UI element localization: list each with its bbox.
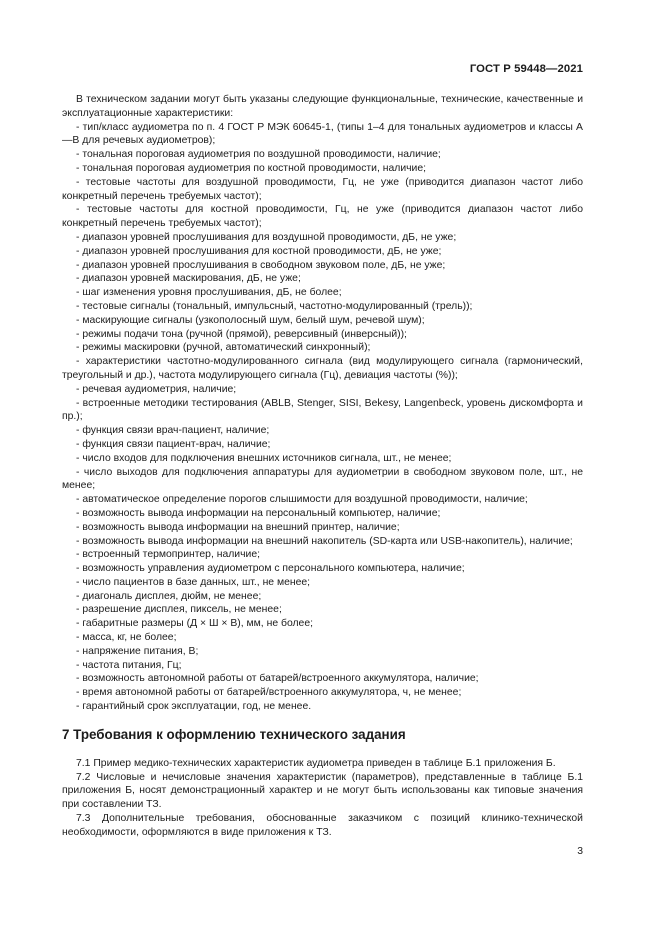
intro-paragraph: В техническом задании могут быть указаны следующие функциональные, технические, качественные и эксплуатационные характеристики:: [62, 94, 583, 119]
list-item: - встроенные методики тестирования (ABLB, Stenger, SISI, Bekesy, Langenbeck, уровень дискомфорта и пр.);: [62, 397, 583, 423]
list-item: - возможность автономной работы от батарей/встроенного аккумулятора, наличие;: [76, 673, 479, 685]
list-item: - число входов для подключения внешних источников сигнала, шт., не менее;: [76, 452, 452, 464]
list-item: - напряжение питания, В;: [76, 645, 199, 657]
list-item: - речевая аудиометрия, наличие;: [76, 383, 237, 395]
list-item: - возможность вывода информации на персональный компьютер, наличие;: [76, 507, 441, 519]
list-item: - диапазон уровней прослушивания для воздушной проводимости, дБ, не уже;: [76, 231, 457, 243]
list-item: - автоматическое определение порогов слышимости для воздушной проводимости, наличие;: [76, 494, 528, 506]
list-item: - габаритные размеры (Д × Ш × В), мм, не более;: [76, 618, 313, 630]
list-item: - время автономной работы от батарей/встроенного аккумулятора, ч, не менее;: [76, 687, 462, 699]
section-paragraph: 7.2 Числовые и нечисловые значения характеристик (параметров), представленные в таблице Б.1 приложения Б, носят демонстрационный характер и не могут быть использованы как типовые значения при составлении ТЗ.: [62, 771, 583, 811]
list-item: - режимы подачи тона (ручной (прямой), реверсивный (инверсный));: [76, 328, 407, 340]
characteristics-list: [62, 121, 583, 714]
list-item: - возможность управления аудиометром с персонального компьютера, наличие;: [76, 563, 465, 575]
list-item: - гарантийный срок эксплуатации, год, не менее.: [76, 701, 312, 713]
list-item: - режимы маскировки (ручной, автоматический синхронный);: [76, 342, 371, 354]
list-item: - функция связи пациент-врач, наличие;: [76, 438, 271, 450]
list-item: - тестовые частоты для костной проводимости, Гц, не уже (приводится диапазон частот либо конкретный перечень требуемых частот);: [62, 204, 583, 230]
page-number: 3: [577, 846, 583, 857]
list-item: - характеристики частотно-модулированного сигнала (вид модулирующего сигнала (гармонический, треугольный и др.), частота модулирующего сигнала (Гц), девиация частоты (%));: [62, 356, 583, 381]
list-item: - число пациентов в базе данных, шт., не менее;: [76, 576, 311, 588]
list-item: - диапазон уровней маскирования, дБ, не уже;: [76, 273, 301, 285]
list-item: - тональная пороговая аудиометрия по костной проводимости, наличие;: [76, 162, 427, 174]
list-item: - функция связи врач-пациент, наличие;: [76, 425, 270, 437]
list-item: - диагональ дисплея, дюйм, не менее;: [76, 590, 262, 602]
section-title: 7 Требования к оформлению технического задания: [62, 726, 406, 742]
page-content: [62, 93, 583, 840]
list-item: - возможность вывода информации на внешний принтер, наличие;: [76, 521, 400, 533]
section-paragraph: 7.1 Пример медико-технических характеристик аудиометра приведен в таблице Б.1 приложения Б.: [76, 757, 556, 769]
list-item: - разрешение дисплея, пиксель, не менее;: [76, 604, 282, 616]
list-item: - маскирующие сигналы (узкополосный шум, белый шум, речевой шум);: [76, 314, 425, 326]
list-item: - тестовые сигналы (тональный, импульсный, частотно-модулированный (трель));: [76, 300, 473, 312]
list-item: - диапазон уровней прослушивания для костной проводимости, дБ, не уже;: [76, 245, 442, 257]
list-item: - масса, кг, не более;: [76, 632, 177, 644]
list-item: - встроенный термопринтер, наличие;: [76, 549, 260, 561]
list-item: - частота питания, Гц;: [76, 659, 182, 671]
list-item: - диапазон уровней прослушивания в свободном звуковом поле, дБ, не уже;: [76, 259, 446, 271]
list-item: - тип/класс аудиометра по п. 4 ГОСТ Р МЭК 60645-1, (типы 1–4 для тональных аудиометров и классы А—В для речевых аудиометров);: [62, 121, 583, 147]
list-item: - тестовые частоты для воздушной проводимости, Гц, не уже (приводится диапазон частот либо конкретный перечень требуемых частот);: [62, 176, 583, 202]
section-paragraph: 7.3 Дополнительные требования, обоснованные заказчиком с позиций клинико-технической необходимости, оформляются в виде приложения к ТЗ.: [62, 813, 583, 838]
list-item: - тональная пороговая аудиометрия по воздушной проводимости, наличие;: [76, 149, 441, 161]
list-item: - число выходов для подключения аппаратуры для аудиометрии в свободном звуковом поле, шт., не менее;: [62, 466, 583, 492]
list-item: - шаг изменения уровня прослушивания, дБ, не более;: [76, 287, 342, 299]
list-item: - возможность вывода информации на внешний накопитель (SD-карта или USB-накопитель), наличие;: [76, 535, 573, 547]
document-code: ГОСТ Р 59448—2021: [469, 63, 583, 75]
